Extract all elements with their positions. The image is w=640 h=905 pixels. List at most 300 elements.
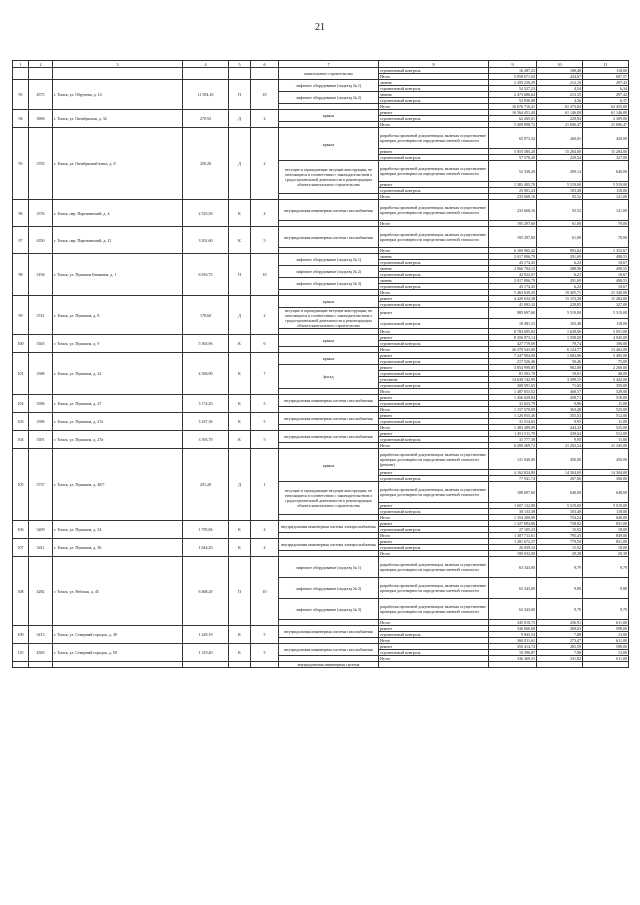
work-kind: замена <box>379 92 489 98</box>
work-kind: разработка проектной документации, включая осуществление проверки достоверности определения сметной стоимости (ремонт) <box>379 449 489 470</box>
work-kind: утепление <box>379 377 489 383</box>
work-kind: ремонт <box>379 431 489 437</box>
element-name: внутридомовая инженерная система газоснабжения <box>279 644 379 656</box>
work-kind: Итого <box>379 389 489 395</box>
unit-cost: 108,48 <box>537 68 583 74</box>
empty-cell <box>251 662 279 668</box>
max-unit-cost: 831,00 <box>583 521 629 527</box>
unit-cost: 229,84 <box>537 116 583 122</box>
wall-type: К <box>229 539 251 557</box>
unit-cost: 103,48 <box>537 318 583 329</box>
cost-value: 16 676 716,41 <box>489 104 537 110</box>
house-area: 6 468,20 <box>183 557 229 626</box>
max-unit-cost: 13,00 <box>583 632 629 638</box>
cost-value: 217 526,46 <box>489 359 537 365</box>
work-kind: строительный контроль <box>379 545 489 551</box>
max-unit-cost: 640,00 <box>583 161 629 182</box>
unit-cost: 50,46 <box>537 359 583 365</box>
cost-value: 77 941,74 <box>489 476 537 482</box>
work-kind: Итого <box>379 248 489 254</box>
floors: 2 <box>251 296 279 335</box>
work-kind: разработка проектной документации, включая осуществление проверки достоверности определения сметной стоимости <box>379 599 489 620</box>
max-unit-cost: 611,00 <box>583 620 629 626</box>
max-unit-cost: 14 304,00 <box>583 470 629 476</box>
max-unit-cost: 18,00 <box>583 527 629 533</box>
element-name: внутридомовая инженерная система газоснабжения <box>279 200 379 221</box>
cost-value: 131 040,00 <box>489 449 537 470</box>
floors: 5 <box>251 227 279 254</box>
house-address: г. Томск, ул. Пушкина, д. 34 <box>53 521 183 539</box>
work-kind: строительный контроль <box>379 86 489 92</box>
house-address: г. Томск, ул. Пушкина, д. 27 <box>53 395 183 413</box>
element-name: внутридомовая инженерная система электроснабжения <box>279 521 379 533</box>
unit-cost: 648,00 <box>537 482 583 503</box>
cost-value: 41 093,32 <box>489 302 537 308</box>
work-kind: замена <box>379 266 489 272</box>
work-kind: строительный контроль <box>379 341 489 347</box>
unit-cost: 260,01 <box>537 128 583 149</box>
cost-value: 1 483 289,09 <box>489 425 537 431</box>
element-name: лифтовое оборудование (подъезд № 1) <box>279 254 379 266</box>
unit-cost: 288,90 <box>537 266 583 272</box>
max-unit-cost: 13,00 <box>583 650 629 656</box>
max-unit-cost: 5 519,00 <box>583 503 629 509</box>
max-unit-cost: 420,00 <box>583 128 629 149</box>
work-kind: строительный контроль <box>379 302 489 308</box>
floors: 5 <box>251 626 279 644</box>
empty-cell <box>229 68 251 80</box>
house-area: 4 306,90 <box>183 353 229 395</box>
element-name: внутридомовая инженерная система <box>279 662 379 668</box>
element-name: внутридомовая инженерная система газоснабжения <box>279 626 379 638</box>
max-unit-cost: 359,00 <box>583 383 629 389</box>
max-unit-cost: 21 606,47 <box>583 122 629 128</box>
unit-cost: 213,35 <box>537 92 583 98</box>
work-kind: ремонт <box>379 296 489 302</box>
max-unit-cost: 106,00 <box>583 341 629 347</box>
wall-type: П <box>229 80 251 110</box>
work-kind: Итого <box>379 515 489 521</box>
house-id: 3737 <box>29 449 53 521</box>
work-kind: Итого <box>379 347 489 353</box>
work-kind: строительный контроль <box>379 284 489 290</box>
empty-cell <box>183 662 229 668</box>
row-number: 97 <box>13 227 29 254</box>
unit-cost: 902,08 <box>537 365 583 371</box>
house-address: г. Томск, ул. Октябрьская, д. 32 <box>53 110 183 128</box>
cost-value: 8 784 695,84 <box>489 329 537 335</box>
max-unit-cost: 327,00 <box>583 302 629 308</box>
max-unit-cost: 5 051,00 <box>583 329 629 335</box>
floors: 2 <box>251 128 279 200</box>
house-id: 4575 <box>29 80 53 110</box>
max-unit-cost: 121,00 <box>583 200 629 221</box>
wall-type: К <box>229 200 251 227</box>
unit-cost: 209,14 <box>537 161 583 182</box>
empty-cell <box>29 68 53 80</box>
house-area: 1 249,19 <box>183 626 229 644</box>
unit-cost: 754,24 <box>537 515 583 521</box>
max-unit-cost: 9,79 <box>583 557 629 578</box>
unit-cost: 6 124,77 <box>537 347 583 353</box>
row-number: 99 <box>13 296 29 335</box>
max-unit-cost: 598,00 <box>583 644 629 650</box>
element-name: крыша <box>279 449 379 482</box>
unit-cost: 5 519,00 <box>537 503 583 509</box>
unit-cost: 6,21 <box>537 272 583 278</box>
work-kind: строительный контроль <box>379 359 489 365</box>
unit-cost: 19 405,71 <box>537 290 583 296</box>
cost-value: 4 162 824,80 <box>489 470 537 476</box>
work-kind: Итого <box>379 425 489 431</box>
house-id: 3376 <box>29 200 53 227</box>
work-kind: Итого <box>379 551 489 557</box>
max-unit-cost: 11,00 <box>583 401 629 407</box>
work-kind: разработка проектной документации, включая осуществление проверки достоверности определения сметной стоимости <box>379 578 489 599</box>
cost-value: 5 058 671,04 <box>489 74 537 80</box>
max-unit-cost: 831,00 <box>583 539 629 545</box>
cost-value: 16 564 451,40 <box>489 110 537 116</box>
max-unit-cost: 512,00 <box>583 431 629 437</box>
work-kind: ремонт <box>379 626 489 632</box>
column-header: 9 <box>489 61 537 68</box>
max-unit-cost: 607,57 <box>583 74 629 80</box>
floors: 4 <box>251 200 279 227</box>
max-unit-cost: 498,55 <box>583 266 629 272</box>
page-number: 21 <box>315 22 325 33</box>
house-id: 3391 <box>29 431 53 449</box>
work-kind: ремонт <box>379 644 489 650</box>
unit-cost: 269,03 <box>537 626 583 632</box>
house-area: 3 174,20 <box>183 395 229 413</box>
unit-cost: 15 284,00 <box>537 149 583 155</box>
house-address: г. Томск, ул. Пушкина, д. 27а <box>53 413 183 431</box>
cost-value: 31 514,63 <box>489 419 537 425</box>
cost-value: 43 174,45 <box>489 260 537 266</box>
max-unit-cost: 1 352,67 <box>583 248 629 254</box>
wall-type: Д <box>229 449 251 521</box>
element-name: внутридомовая инженерная система газоснабжения <box>279 395 379 407</box>
empty-cell <box>583 662 629 668</box>
table-row <box>13 200 629 221</box>
work-kind: строительный контроль <box>379 527 489 533</box>
element-name: внутридомовая инженерная система газоснабжения <box>279 431 379 443</box>
max-unit-cost: 121,00 <box>583 194 629 200</box>
unit-cost: 9,95 <box>537 419 583 425</box>
unit-cost: 6,24 <box>537 284 583 290</box>
work-kind: разработка проектной документации, включая осуществление проверки достоверности определения сметной стоимости <box>379 200 489 221</box>
cost-value: 2 473 686,64 <box>489 92 537 98</box>
column-header: 8 <box>379 61 489 68</box>
unit-cost: 355,53 <box>537 413 583 419</box>
column-header: 7 <box>279 61 379 68</box>
max-unit-cost: 327,00 <box>583 155 629 161</box>
max-unit-cost: 498,55 <box>583 278 629 284</box>
unit-cost: 9,96 <box>537 401 583 407</box>
cost-value: 4 420 634,38 <box>489 296 537 302</box>
max-unit-cost: 5 519,00 <box>583 182 629 188</box>
work-kind: строительный контроль <box>379 476 489 482</box>
unit-cost: 458,71 <box>537 395 583 401</box>
row-number: 109 <box>13 626 29 644</box>
house-area: 250,20 <box>183 128 229 200</box>
cost-value: 62 265,01 <box>489 116 537 122</box>
house-address: г. Томск, пер. Партизанский, д. 4 <box>53 200 183 227</box>
cost-value: 16 287,23 <box>489 68 537 74</box>
cost-value: 6 200 269,72 <box>489 443 537 449</box>
work-kind: Итого <box>379 74 489 80</box>
empty-cell <box>183 68 229 80</box>
cost-value: 1 307 711,61 <box>489 533 537 539</box>
unit-cost: 265,59 <box>537 644 583 650</box>
wall-type: К <box>229 335 251 353</box>
house-id: 3368 <box>29 353 53 395</box>
element-name: капитального строительства <box>279 68 379 80</box>
wall-type: П <box>229 254 251 296</box>
max-unit-cost: 6,34 <box>583 86 629 92</box>
cost-value: 63 343,00 <box>489 599 537 620</box>
max-unit-cost: 611,00 <box>583 638 629 644</box>
element-name: внутридомовая инженерная система газоснабжения <box>279 227 379 248</box>
floors: 4 <box>251 539 279 557</box>
max-unit-cost: 61 146,00 <box>583 110 629 116</box>
row-number: 103 <box>13 413 29 431</box>
house-address: г. Томск, пер. Партизанский, д. 21 <box>53 227 183 254</box>
element-name: крыша <box>279 335 379 347</box>
cost-value: 63 343,00 <box>489 578 537 599</box>
wall-type: К <box>229 395 251 413</box>
max-unit-cost: 611,00 <box>583 656 629 662</box>
cost-value: 52 527,23 <box>489 86 537 92</box>
work-kind: строительный контроль <box>379 98 489 104</box>
element-name: несущие и ограждающие несущие конструкции, не относящиеся в соответствии с законодательством о градостроительной деятельности к реконструкции объекта капитального строительства <box>279 482 379 515</box>
empty-cell <box>13 68 29 80</box>
column-header: 3 <box>53 61 183 68</box>
work-kind: разработка проектной документации, включая осуществление проверки достоверности определения сметной стоимости <box>379 557 489 578</box>
work-kind: строительный контроль <box>379 401 489 407</box>
work-kind: строительный контроль <box>379 437 489 443</box>
column-header: 5 <box>229 61 251 68</box>
floors: 5 <box>251 413 279 431</box>
cost-value: 65 073,34 <box>489 128 537 149</box>
house-id: 4350 <box>29 227 53 254</box>
work-kind: Итого <box>379 104 489 110</box>
unit-cost: 103,48 <box>537 509 583 515</box>
table-row <box>13 128 629 149</box>
unit-cost: 291,69 <box>537 278 583 284</box>
element-name: лифтовое оборудование (подъезд № 3) <box>279 599 379 620</box>
house-area: 3 167,36 <box>183 413 229 431</box>
max-unit-cost: 498,55 <box>583 254 629 260</box>
wall-type: К <box>229 521 251 539</box>
max-unit-cost: 598,00 <box>583 626 629 632</box>
unit-cost: 14 304,00 <box>537 470 583 476</box>
max-unit-cost: 18,00 <box>583 545 629 551</box>
max-unit-cost: 70,00 <box>583 227 629 248</box>
floors: 1 <box>251 449 279 521</box>
floors: 10 <box>251 557 279 626</box>
row-number: 101 <box>13 353 29 395</box>
unit-cost: 363,48 <box>537 407 583 413</box>
unit-cost: 5 519,00 <box>537 182 583 188</box>
work-kind: ремонт <box>379 413 489 419</box>
cost-value: 27 105,23 <box>489 527 537 533</box>
cost-value: 5 463 639,45 <box>489 290 537 296</box>
empty-cell <box>251 68 279 80</box>
max-unit-cost: 9,79 <box>583 599 629 620</box>
house-address: г. Томск, ул. Северный городок, д. 49 <box>53 626 183 644</box>
max-unit-cost: 21 345,00 <box>583 443 629 449</box>
cost-value: 350 414,74 <box>489 644 537 650</box>
max-unit-cost: 62 455,00 <box>583 104 629 110</box>
wall-type: К <box>229 644 251 662</box>
cost-value: 2 066 704,15 <box>489 266 537 272</box>
work-kind: замена <box>379 278 489 284</box>
row-number: 102 <box>13 395 29 413</box>
cost-value: 31 777,30 <box>489 437 537 443</box>
empty-cell <box>53 68 183 80</box>
house-area: 6 916,73 <box>183 254 229 296</box>
wall-type: К <box>229 227 251 254</box>
column-header: 6 <box>251 61 279 68</box>
work-kind: ремонт <box>379 521 489 527</box>
column-header: 4 <box>183 61 229 68</box>
house-address: г. Томск, ул. Пушкина, д. 48/7 <box>53 449 183 521</box>
max-unit-cost: 5 519,00 <box>583 308 629 319</box>
work-kind: строительный контроль <box>379 371 489 377</box>
unit-cost: 738,82 <box>537 521 583 527</box>
house-id: 3194 <box>29 254 53 296</box>
cost-value: 345 910,73 <box>489 620 537 626</box>
unit-cost: 331,82 <box>537 656 583 662</box>
max-unit-cost: 118,00 <box>583 188 629 194</box>
floors: 5 <box>251 431 279 449</box>
unit-cost: 103,48 <box>537 188 583 194</box>
max-unit-cost: 10,67 <box>583 284 629 290</box>
work-kind: строительный контроль <box>379 155 489 161</box>
house-address: г. Томск, ул. Рабочая, д. 45 <box>53 557 183 626</box>
house-id: 3413 <box>29 626 53 644</box>
house-area: 270,92 <box>183 110 229 128</box>
cost-value: 42 922,07 <box>489 272 537 278</box>
cost-value: 43 174,45 <box>489 284 537 290</box>
cost-value: 18 481,53 <box>489 318 537 329</box>
work-kind: разработка проектной документации, включая осуществление проверки достоверности определения сметной стоимости <box>379 161 489 182</box>
unit-cost: 4,56 <box>537 98 583 104</box>
cost-value: 63 343,00 <box>489 557 537 578</box>
max-unit-cost: 518,00 <box>583 395 629 401</box>
house-area: 11 594,10 <box>183 80 229 110</box>
wall-type: К <box>229 353 251 395</box>
work-kind: ремонт <box>379 365 489 371</box>
row-number: 95 <box>13 128 29 200</box>
work-kind: ремонт <box>379 149 489 155</box>
element-name: лифтовое оборудование (подъезд № 2) <box>279 578 379 599</box>
work-kind: ремонт <box>379 182 489 188</box>
max-unit-cost: 649,00 <box>583 515 629 521</box>
house-id: 3396 <box>29 395 53 413</box>
cost-value: 195 297,60 <box>489 227 537 248</box>
work-kind: замена <box>379 80 489 86</box>
max-unit-cost: 15 284,00 <box>583 149 629 155</box>
row-number: 96 <box>13 200 29 227</box>
house-id: 4365 <box>29 644 53 662</box>
wall-type: П <box>229 557 251 626</box>
unit-cost: 892,64 <box>537 248 583 254</box>
house-id: 3705 <box>29 128 53 200</box>
unit-cost: 779,50 <box>537 539 583 545</box>
wall-type: К <box>229 626 251 644</box>
max-unit-cost: 10,67 <box>583 272 629 278</box>
unit-cost: 1 558,00 <box>537 335 583 341</box>
unit-cost: 434,67 <box>537 74 583 80</box>
max-unit-cost: 11,00 <box>583 437 629 443</box>
cost-value: 2 017 896,79 <box>489 278 537 284</box>
element-name: лифтовое оборудование (подъезд № 1) <box>279 557 379 578</box>
work-kind: Итого <box>379 329 489 335</box>
element-name: крыша <box>279 296 379 308</box>
house-area: 178,60 <box>183 296 229 335</box>
unit-cost: 267,66 <box>537 476 583 482</box>
max-unit-cost: 48,00 <box>583 371 629 377</box>
unit-cost: 61,00 <box>537 221 583 227</box>
work-kind: ремонт <box>379 470 489 476</box>
max-unit-cost: 10,67 <box>583 260 629 266</box>
max-unit-cost: 15 284,00 <box>583 296 629 302</box>
unit-cost: 291,69 <box>537 254 583 260</box>
unit-cost: 21 292,34 <box>537 443 583 449</box>
empty-cell <box>489 662 537 668</box>
unit-cost: 92,52 <box>537 194 583 200</box>
max-unit-cost: 297,42 <box>583 92 629 98</box>
column-header: 1 <box>13 61 29 68</box>
work-kind: строительный контроль <box>379 116 489 122</box>
unit-cost: 444,43 <box>537 425 583 431</box>
floors: 5 <box>251 395 279 413</box>
column-header: 2 <box>29 61 53 68</box>
unit-cost: 795,43 <box>537 533 583 539</box>
unit-cost: 229,34 <box>537 155 583 161</box>
floors: 10 <box>251 254 279 296</box>
work-kind: строительный контроль <box>379 272 489 278</box>
work-kind: разработка проектной документации, включая осуществление проверки достоверности определения сметной стоимости <box>379 482 489 503</box>
max-unit-cost: 5 442,00 <box>583 377 629 383</box>
empty-cell <box>13 662 29 668</box>
unit-cost: 71,65 <box>537 383 583 389</box>
cost-value: 360 811,61 <box>489 638 537 644</box>
house-id: 3409 <box>29 521 53 539</box>
element-name: крыша <box>279 353 379 365</box>
house-address: г. Томск, ул. Октябрьский взвоз, д. 8 <box>53 128 183 200</box>
max-unit-cost: 2 309,00 <box>583 116 629 122</box>
house-id: 3696 <box>29 110 53 128</box>
house-address: г. Томск, ул. Северный городок, д. 50 <box>53 644 183 662</box>
element-name: лифтовое оборудование (подъезд № 2) <box>279 92 379 104</box>
row-number: 108 <box>13 557 29 626</box>
unit-cost: 61,00 <box>537 227 583 248</box>
work-kind: строительный контроль <box>379 318 489 329</box>
table-row <box>13 662 629 668</box>
unit-cost: 7,88 <box>537 632 583 638</box>
max-unit-cost: 512,00 <box>583 413 629 419</box>
unit-cost: 468,57 <box>537 389 583 395</box>
element-name: лифтовое оборудование (подъезд № 2) <box>279 266 379 278</box>
work-kind: замена <box>379 254 489 260</box>
work-kind: Итого <box>379 194 489 200</box>
house-id: 3396 <box>29 413 53 431</box>
unit-cost: 21 606,47 <box>537 122 583 128</box>
unit-cost: 19,01 <box>537 371 583 377</box>
